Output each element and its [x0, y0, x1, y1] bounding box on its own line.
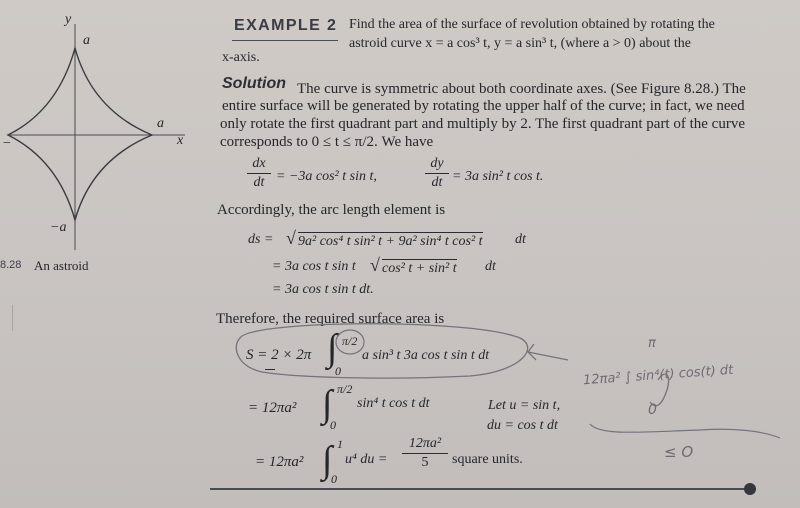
dx-rhs: = −3a cos² t sin t,: [276, 169, 377, 184]
figure-number: 8.28: [0, 259, 22, 271]
dy-rhs: = 3a sin² t cos t.: [452, 169, 544, 184]
solution-line-2: entire surface will be generated by rotating the upper half of the curve; in fact, we need: [222, 98, 745, 114]
arc-line-2-dt: dt: [485, 259, 496, 274]
integral-1-lower: 0: [335, 364, 341, 378]
integral-3-upper: 1: [337, 437, 343, 451]
hand-bracket: [590, 424, 780, 438]
arc-line-2-radicand: cos² t + sin² t: [382, 261, 457, 276]
dy-numerator: dy: [430, 156, 444, 171]
fig-label-x: x: [177, 133, 184, 148]
fig-label-neg-a: −a: [50, 220, 67, 235]
hand-oval: [236, 324, 527, 378]
solution-line-4: corresponds to 0 ≤ t ≤ π/2. We have: [220, 134, 434, 150]
result-units: square units.: [452, 452, 523, 467]
example-line-1: Find the area of the surface of revolution obtained by rotating the: [349, 17, 715, 32]
hand-arrow: [528, 344, 568, 360]
ds-sqrt-sign: √: [286, 228, 296, 248]
area-line-2-lhs: = 12πa²: [248, 400, 297, 416]
hand-expression: 12πa² ∫ sin⁴(t) cos(t) dt: [582, 362, 734, 389]
substitution-line-1: Let u = sin t,: [488, 398, 561, 413]
integral-2-lower: 0: [330, 418, 336, 432]
result-denominator: 5: [421, 455, 429, 470]
integral-3-sign: ∫: [322, 439, 333, 481]
integral-1-body: a sin³ t 3a cos t sin t dt: [362, 348, 490, 363]
fig-label-a-top: a: [83, 33, 90, 48]
area-line-3-lhs: = 12πa²: [255, 454, 304, 470]
integral-1-upper: π/2: [342, 334, 358, 348]
arc-line-2-sqrt-sign: √: [370, 255, 380, 275]
area-intro: Therefore, the required surface area is: [216, 311, 445, 327]
solution-heading: Solution: [222, 75, 286, 92]
integral-3-lower: 0: [331, 472, 337, 486]
arc-line-2: = 3a cos t sin t: [272, 259, 356, 274]
result-numerator: 12πa²: [408, 436, 442, 451]
arc-line-3: = 3a cos t sin t dt.: [272, 282, 374, 297]
example-line-3: x-axis.: [222, 50, 260, 65]
fig-label-neg-left: −: [2, 136, 12, 151]
area-s-lhs: S = 2 × 2π: [246, 347, 312, 363]
dy-denominator: dt: [431, 175, 443, 190]
integral-2-body: sin⁴ t cos t dt: [357, 396, 430, 411]
ds-dt: dt: [515, 232, 526, 247]
fig-label-a-right: a: [157, 116, 164, 131]
hand-pi: π: [648, 336, 656, 351]
solution-line-3: only rotate the first quadrant part and multiply by 2. The first quadrant part of the curve: [220, 116, 745, 132]
integral-3-body: u⁴ du =: [345, 452, 388, 467]
substitution-line-2: du = cos t dt: [487, 418, 558, 433]
ds-lhs: ds =: [248, 232, 274, 247]
hand-zero: 0: [648, 402, 657, 418]
integral-1-sign: ∫: [327, 327, 338, 369]
solution-line-1: The curve is symmetric about both coordinate axes. (See Figure 8.28.) The: [297, 81, 746, 97]
hand-so: ≤ O: [664, 443, 694, 461]
integral-2-sign: ∫: [322, 383, 333, 425]
integral-2-upper: π/2: [337, 382, 353, 396]
figure-caption: An astroid: [34, 258, 89, 273]
dx-denominator: dt: [253, 175, 265, 190]
example-line-2: astroid curve x = a cos³ t, y = a sin³ t, (where a > 0) about the: [349, 36, 691, 51]
fig-label-y: y: [65, 12, 72, 27]
example-heading: EXAMPLE 2: [234, 17, 338, 34]
hand-circle-limit: [336, 330, 364, 354]
ds-radicand: 9a² cos⁴ t sin² t + 9a² sin⁴ t cos² t: [298, 234, 483, 249]
arc-intro: Accordingly, the arc length element is: [217, 202, 446, 218]
dx-numerator: dx: [252, 156, 266, 171]
